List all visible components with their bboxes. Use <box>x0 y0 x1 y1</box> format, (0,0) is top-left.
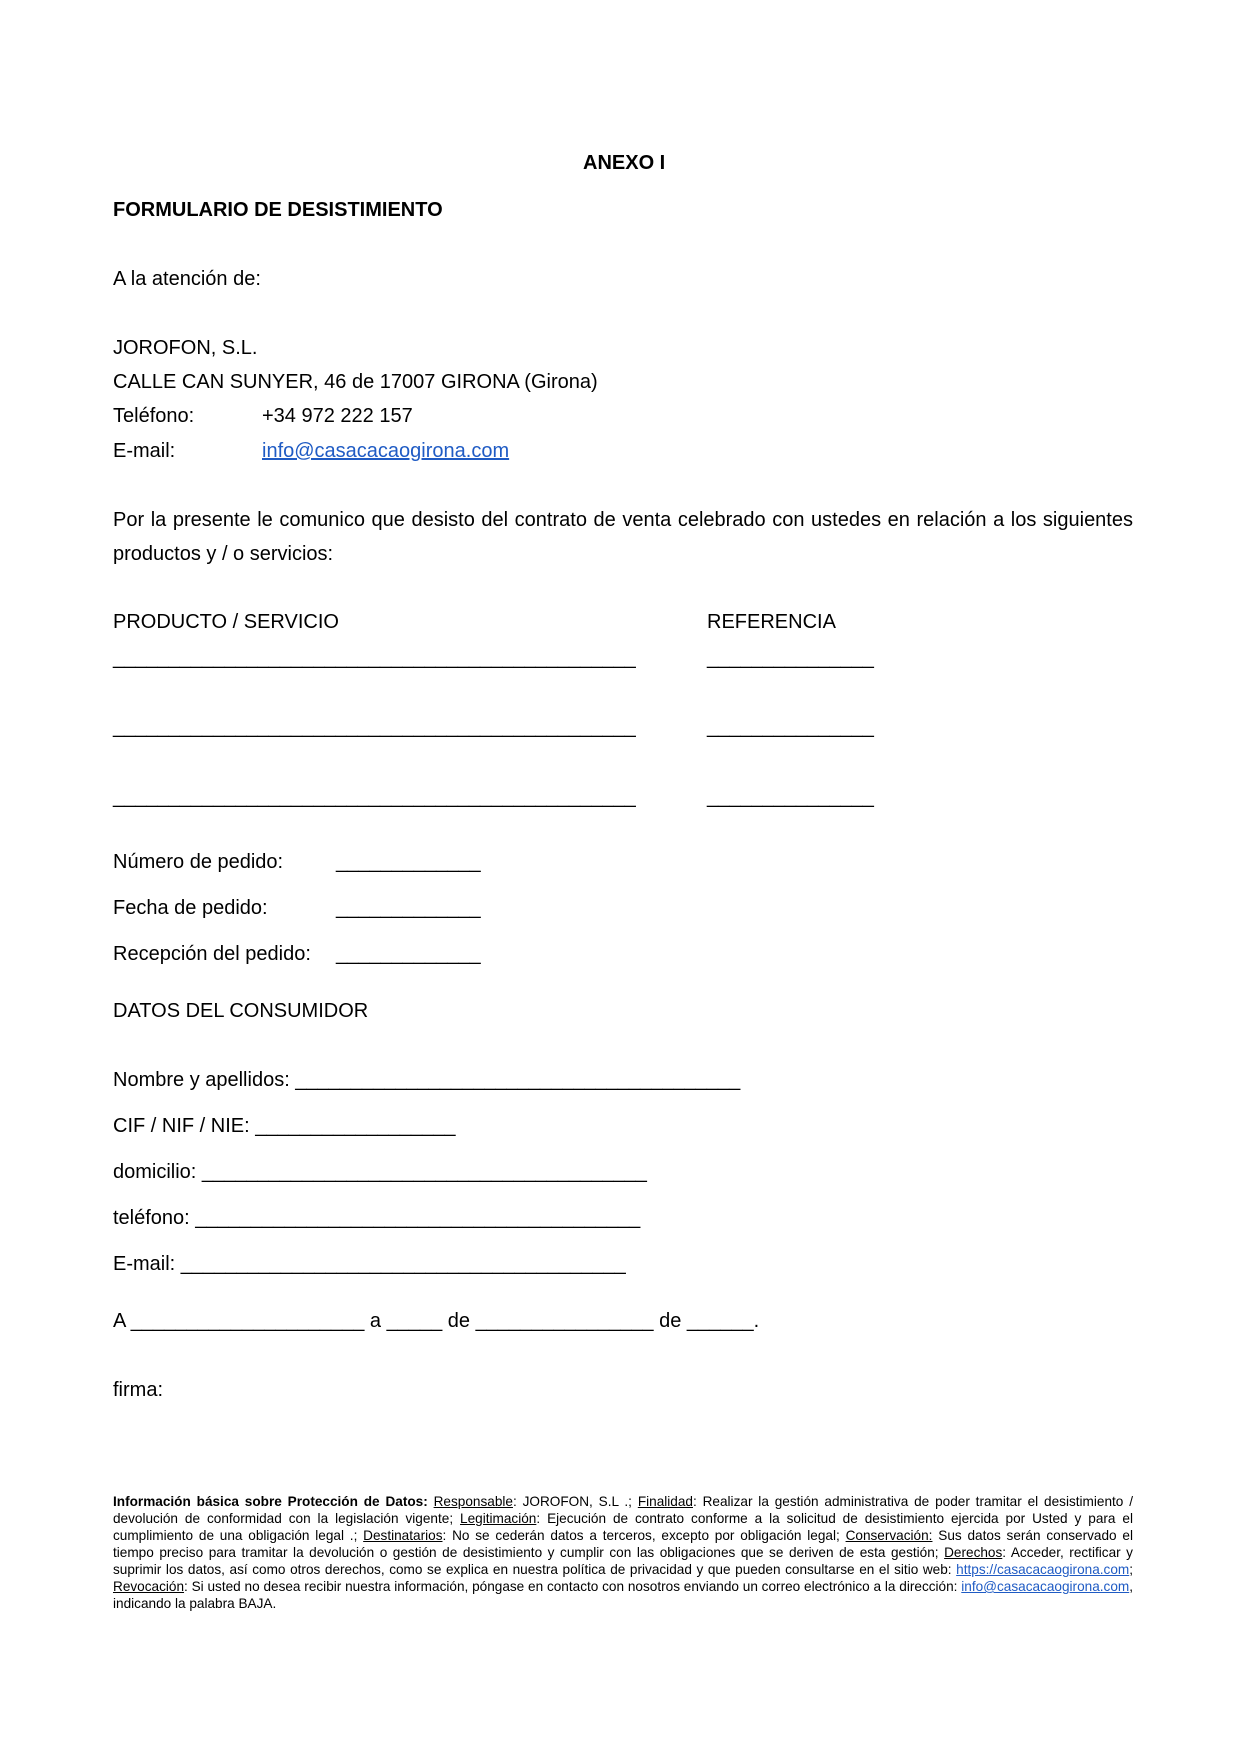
data-protection-notice <box>113 1493 1133 1612</box>
product-blank-3[interactable]: _______________________________________________ <box>113 786 636 808</box>
product-blank-2[interactable]: _______________________________________________ <box>113 716 636 738</box>
order-date-label: Fecha de pedido: <box>113 897 268 919</box>
legal-responsable-text: : JOROFON, S.L .; <box>512 1494 638 1509</box>
legal-closing: , indicando la palabra BAJA. <box>113 1579 1133 1611</box>
company-name: JOROFON, S.L. <box>113 337 258 359</box>
product-blank-1[interactable]: _______________________________________________ <box>113 647 636 669</box>
legal-conservacion-label: Conservación: <box>845 1528 933 1543</box>
legal-website-link[interactable]: https://casacacaogirona.com <box>956 1562 1130 1577</box>
legal-derechos-label: Derechos <box>944 1545 1003 1560</box>
intro-paragraph: Por la presente le comunico que desisto del contrato de venta celebrado con ustedes en relación a los siguientes productos y / o servicios: <box>113 509 1133 565</box>
phone-value: +34 972 222 157 <box>262 405 413 427</box>
email-link[interactable]: info@casacacaogirona.com <box>262 440 510 462</box>
order-number-blank[interactable]: _____________ <box>336 851 481 873</box>
consumer-phone-field[interactable]: teléfono: ________________________________________ <box>113 1207 641 1229</box>
legal-separator: ; <box>1129 1562 1133 1577</box>
phone-label: Teléfono: <box>113 405 195 427</box>
legal-legitimacion-label: Legitimación <box>460 1511 537 1526</box>
email-label: E-mail: <box>113 440 176 462</box>
reference-blank-2[interactable]: _______________ <box>707 716 874 738</box>
order-reception-blank[interactable]: _____________ <box>336 943 481 965</box>
order-reception-label: Recepción del pedido: <box>113 943 311 965</box>
legal-email-link[interactable]: info@casacacaogirona.com <box>961 1579 1130 1594</box>
legal-finalidad-label: Finalidad <box>637 1494 693 1509</box>
legal-destinatarios-label: Destinatarios <box>363 1528 443 1543</box>
legal-destinatarios-text: : No se cederán datos a terceros, excepto por obligación legal; <box>442 1528 846 1543</box>
order-number-label: Número de pedido: <box>113 851 284 873</box>
legal-finalidad-text: : Realizar la gestión administrativa de poder tramitar el desistimiento / devolución de conformidad con la legislación vigente; <box>113 1494 1133 1526</box>
legal-derechos-text: : Acceder, rectificar y suprimir los datos, así como otros derechos, como se explica en nuestra política de privacidad y que pueden consultarse en el sitio web: <box>113 1545 1133 1577</box>
order-date-blank[interactable]: _____________ <box>336 897 481 919</box>
reference-blank-1[interactable]: _______________ <box>707 647 874 669</box>
signature-label: firma: <box>113 1379 163 1401</box>
consumer-name-field[interactable]: Nombre y apellidos: ________________________________________ <box>113 1069 741 1091</box>
consumer-address-field[interactable]: domicilio: ________________________________________ <box>113 1161 647 1183</box>
company-address: CALLE CAN SUNYER, 46 de 17007 GIRONA (Girona) <box>113 371 598 393</box>
place-date-line[interactable]: A _____________________ a _____ de ________________ de ______. <box>113 1310 760 1332</box>
form-title: FORMULARIO DE DESISTIMIENTO <box>113 199 443 221</box>
legal-responsable-label: Responsable <box>433 1494 513 1509</box>
consumer-section-title: DATOS DEL CONSUMIDOR <box>113 1000 369 1022</box>
legal-title: Información básica sobre Protección de Datos: <box>113 1494 428 1509</box>
consumer-email-field[interactable]: E-mail: ________________________________________ <box>113 1253 626 1275</box>
legal-conservacion-text: Sus datos serán conservado el tiempo preciso para tramitar la devolución o gestión de desistimiento y cumplir con las obligaciones que se deriven de esta gestión; <box>113 1528 1133 1560</box>
column-product: PRODUCTO / SERVICIO <box>113 611 339 633</box>
reference-blank-3[interactable]: _______________ <box>707 786 874 808</box>
legal-revocacion-text: : Si usted no desea recibir nuestra información, póngase en contacto con nosotros enviando un correo electrónico a la dirección: <box>184 1579 962 1594</box>
legal-revocacion-label: Revocación <box>113 1579 185 1594</box>
legal-legitimacion-text: : Ejecución de contrato conforme a la solicitud de desistimiento ejercida por Usted y para el cumplimiento de una obligación legal .; <box>113 1511 1133 1543</box>
consumer-id-field[interactable]: CIF / NIF / NIE: __________________ <box>113 1115 456 1137</box>
attention-label: A la atención de: <box>113 268 261 290</box>
column-reference: REFERENCIA <box>707 611 836 633</box>
